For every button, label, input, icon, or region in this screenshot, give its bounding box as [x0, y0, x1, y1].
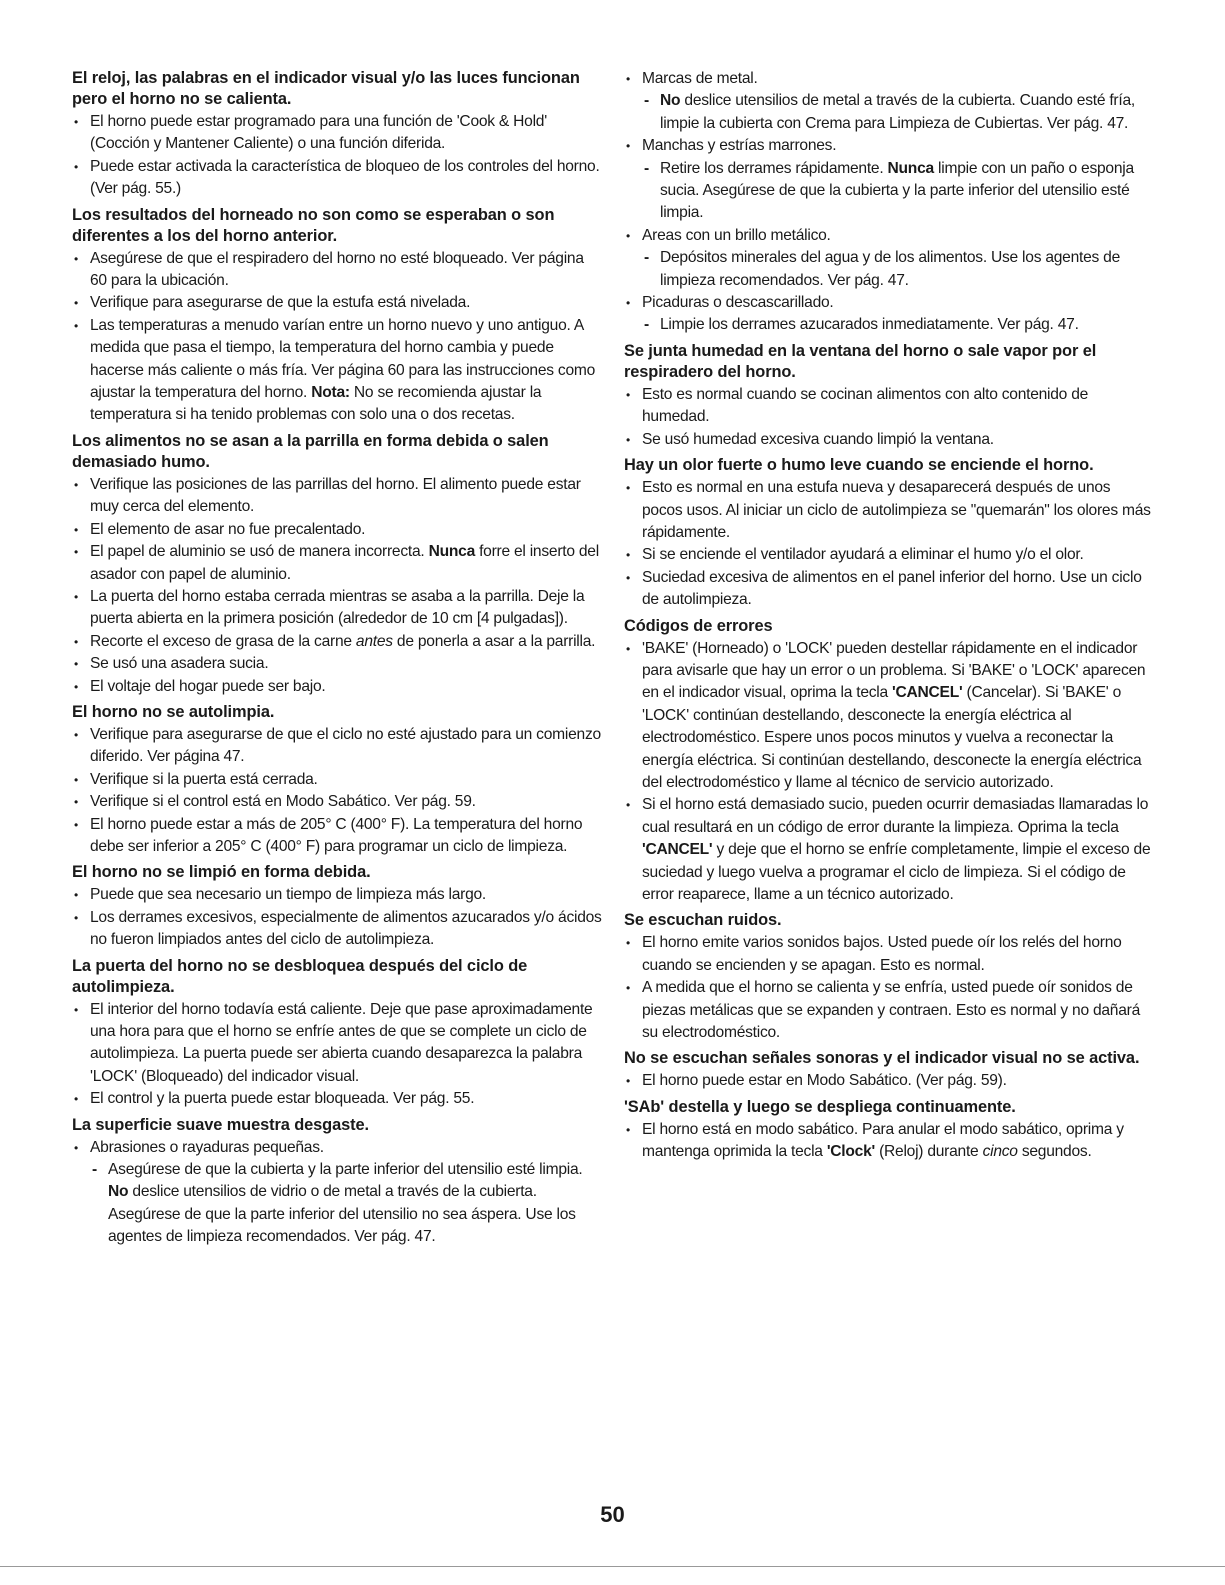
- list-item: • Manchas y estrías marrones.: [624, 135, 1154, 157]
- section-odor: [624, 455, 1154, 611]
- sub-list-item: [624, 90, 1154, 135]
- list-item: [624, 794, 1154, 906]
- list-item: • El horno emite varios sonidos bajos. Usted puede oír los relés del horno cuando se encienden y se apagan. Esto es normal.: [624, 932, 1154, 977]
- section-heading: Se junta humedad en la ventana del horno o sale vapor por el respiradero del horno.: [624, 341, 1097, 381]
- right-column: [624, 68, 1154, 1168]
- section-door-lock: [72, 956, 602, 1111]
- bullet-list: [624, 68, 1154, 337]
- section-heading: Hay un olor fuerte o humo leve cuando se enciende el horno.: [624, 456, 1094, 475]
- list-item: • Se usó humedad excesiva cuando limpió la ventana.: [624, 429, 1154, 451]
- key-label: 'CANCEL': [892, 684, 963, 702]
- list-item: • Si se enciende el ventilador ayudará a eliminar el humo y/o el olor.: [624, 544, 1154, 566]
- list-item-text: deslice utensilios de vidrio o de metal a través de la cubierta. Asegúrese de que la parte inferior del utensilio no sea áspera. Use los agentes de limpieza recomendados. Ver pág. 47.: [108, 1183, 576, 1246]
- sub-list-item: - Depósitos minerales del agua y de los alimentos. Use los agentes de limpieza recomendados. Ver pág. 47.: [624, 247, 1154, 292]
- section-heading: El horno no se limpió en forma debida.: [72, 863, 371, 882]
- list-item-text: Recorte el exceso de grasa de la carne: [90, 632, 352, 650]
- list-item-text: limpie con un paño o esponja sucia. Asegúrese de que la cubierta y la parte inferior del utensilio esté limpia.: [660, 159, 1134, 222]
- section-broiling: [72, 431, 602, 698]
- section-heading: Códigos de errores: [624, 616, 773, 635]
- list-item: • Verifique si la puerta está cerrada.: [72, 769, 602, 791]
- section-smooth-surface-continued: [624, 68, 1154, 337]
- list-item: • El voltaje del hogar puede ser bajo.: [72, 676, 602, 698]
- list-item: • Verifique si el control está en Modo Sabático. Ver pág. 59.: [72, 791, 602, 813]
- section-baking-results: [72, 205, 602, 427]
- bullet-list: [624, 932, 1154, 1044]
- section-heading: Se escuchan ruidos.: [624, 911, 782, 930]
- section-error-codes: [624, 616, 1154, 907]
- section-self-clean: [72, 702, 602, 858]
- bullet-list: [624, 638, 1154, 907]
- list-item-text: Retire los derrames rápidamente.: [660, 159, 884, 177]
- list-item-text: 'BAKE' (Horneado) o 'LOCK' pueden destellar rápidamente en el indicador para avisarle que hay un error o un problema. Si 'BAKE' o 'LOCK' aparecen en el indicador visual, oprima la tecla: [642, 639, 1146, 702]
- section-heading: La puerta del horno no se desbloquea después del ciclo de autolimpieza.: [72, 956, 528, 996]
- list-item: • El interior del horno todavía está caliente. Deje que pase aproximadamente una hora para que el horno se enfríe antes de que se complete un ciclo de autolimpieza. La puerta puede ser abierta cuando desaparezca la palabra 'LOCK' (Bloqueado) del indicador visual.: [72, 999, 602, 1089]
- italic-text: cinco: [982, 1143, 1018, 1161]
- key-label: 'CANCEL': [642, 841, 713, 859]
- sub-list-item: - Limpie los derrames azucarados inmediatamente. Ver pág. 47.: [624, 314, 1154, 336]
- emphasis-text: Nunca: [428, 543, 475, 561]
- section-noises: [624, 910, 1154, 1044]
- section-heading: 'SAb' destella y luego se despliega continuamente.: [624, 1097, 1016, 1116]
- list-item: • Verifique para asegurarse de que la estufa está nivelada.: [72, 292, 602, 314]
- list-item: [72, 315, 602, 427]
- section-heading: El reloj, las palabras en el indicador visual y/o las luces funcionan pero el horno no se calienta.: [72, 69, 580, 108]
- bullet-list: [72, 999, 602, 1111]
- list-item-text: (Cancelar). Si 'BAKE' o 'LOCK' continúan destellando, desconecte la energía eléctrica al electrodoméstico. Espere unos pocos minutos y vuelva a reconectar la energía eléctrica. Si continúan destellando, desconecte la energía eléctrica del electrodoméstico y llame al técnico de servicio autorizado.: [642, 684, 1142, 791]
- list-item-text: Asegúrese de que la cubierta y la parte inferior del utensilio esté limpia.: [108, 1161, 583, 1179]
- list-item: • El horno puede estar en Modo Sabático. (Ver pág. 59).: [624, 1070, 1154, 1092]
- sub-list-item: [72, 1159, 602, 1249]
- list-item: • El horno puede estar programado para una función de 'Cook & Hold' (Cocción y Mantener Caliente) o una función diferida.: [72, 111, 602, 156]
- bullet-list: [624, 477, 1154, 611]
- list-item: • Esto es normal en una estufa nueva y desaparecerá después de unos pocos usos. Al iniciar un ciclo de autolimpieza se "quemarán" los olores más rápidamente.: [624, 477, 1154, 544]
- bullet-list: [72, 724, 602, 858]
- section-smooth-surface: [72, 1115, 602, 1249]
- section-heading: El horno no se autolimpia.: [72, 702, 275, 721]
- list-item: • Picaduras o descascarillado.: [624, 292, 1154, 314]
- list-item: [624, 1119, 1154, 1164]
- list-item: • Marcas de metal.: [624, 68, 1154, 90]
- bullet-list: [72, 248, 602, 427]
- sub-list-item: [624, 158, 1154, 225]
- bottom-divider: [0, 1566, 1225, 1567]
- list-item-text: Si el horno está demasiado sucio, pueden ocurrir demasiadas llamaradas lo cual resultará en un código de error durante la limpieza. Oprima la tecla: [642, 796, 1149, 836]
- bullet-list: [624, 1119, 1154, 1164]
- list-item-text: segundos.: [1021, 1143, 1092, 1161]
- section-heading: No se escuchan señales sonoras y el indicador visual no se activa.: [624, 1049, 1140, 1068]
- emphasis-text: Nunca: [887, 159, 934, 177]
- section-no-beeps: [624, 1048, 1154, 1092]
- section-heading: Los alimentos no se asan a la parrilla en forma debida o salen demasiado humo.: [72, 431, 549, 471]
- bullet-list: [72, 884, 602, 951]
- list-item-text: El horno está en modo sabático. Para anular el modo sabático, oprima y mantenga oprimida la tecla: [642, 1120, 1124, 1161]
- emphasis-text: No: [660, 92, 681, 110]
- left-column: [72, 68, 602, 1253]
- list-item: • La puerta del horno estaba cerrada mientras se asaba a la parrilla. Deje la puerta abierta en la primera posición (alrededor de 10 cm [4 pulgadas]).: [72, 586, 602, 631]
- list-item-text: forre el inserto del asador con papel de aluminio.: [90, 543, 599, 583]
- list-item: • Se usó una asadera sucia.: [72, 653, 602, 675]
- emphasis-text: No: [108, 1183, 129, 1201]
- list-item-text: No se recomienda ajustar la temperatura si ha tenido problemas con solo una o dos recetas.: [90, 384, 542, 424]
- list-item: • El horno puede estar a más de 205° C (400° F). La temperatura del horno debe ser inferior a 205° C (400° F) para programar un ciclo de limpieza.: [72, 814, 602, 859]
- list-item: • Puede que sea necesario un tiempo de limpieza más largo.: [72, 884, 602, 906]
- page-number: 50: [600, 1502, 625, 1527]
- section-moisture: [624, 341, 1154, 451]
- list-item-text: (Reloj) durante: [879, 1143, 979, 1161]
- list-item: • Abrasiones o rayaduras pequeñas.: [72, 1137, 602, 1159]
- section-oven-not-heating: [72, 68, 602, 201]
- list-item: [72, 631, 602, 653]
- list-item-text: El papel de aluminio se usó de manera incorrecta.: [90, 543, 425, 561]
- list-item: • El elemento de asar no fue precalentado.: [72, 519, 602, 541]
- section-heading: La superficie suave muestra desgaste.: [72, 1115, 369, 1134]
- list-item: [624, 638, 1154, 795]
- bullet-list: [624, 384, 1154, 451]
- list-item: [72, 541, 602, 586]
- list-item: • El control y la puerta puede estar bloqueada. Ver pág. 55.: [72, 1088, 602, 1110]
- section-clean-not-proper: [72, 862, 602, 951]
- list-item: • Puede estar activada la característica de bloqueo de los controles del horno. (Ver pág. 55.): [72, 156, 602, 201]
- bullet-list: [72, 111, 602, 201]
- bullet-list: [72, 474, 602, 698]
- list-item: • Areas con un brillo metálico.: [624, 225, 1154, 247]
- bullet-list: [72, 1137, 602, 1249]
- list-item: • Los derrames excesivos, especialmente de alimentos azucarados y/o ácidos no fueron limpiados antes del ciclo de autolimpieza.: [72, 907, 602, 952]
- bullet-list: [624, 1070, 1154, 1092]
- list-item-text: de ponerla a asar a la parrilla.: [396, 632, 596, 650]
- key-label: 'Clock': [826, 1143, 875, 1161]
- section-heading: Los resultados del horneado no son como se esperaban o son diferentes a los del horno anterior.: [72, 205, 555, 245]
- list-item: • Asegúrese de que el respiradero del horno no esté bloqueado. Ver página 60 para la ubicación.: [72, 248, 602, 293]
- list-item-text: y deje que el horno se enfríe completamente, limpie el exceso de suciedad y luego vuelva a programar el ciclo de limpieza. Si el código de error reaparece, llame a un técnico autorizado.: [642, 841, 1151, 903]
- list-item: • Esto es normal cuando se cocinan alimentos con alto contenido de humedad.: [624, 384, 1154, 429]
- list-item-text: Las temperaturas a menudo varían entre un horno nuevo y uno antiguo. A medida que pasa el tiempo, la temperatura del horno cambia y puede hacerse más caliente o más fría. Ver página 60 para las instrucciones como ajustar la temperatura del horno.: [90, 316, 596, 402]
- list-item-text: deslice utensilios de metal a través de la cubierta. Cuando esté fría, limpie la cubierta con Crema para Limpieza de Cubiertas. Ver pág. 47.: [660, 92, 1135, 132]
- italic-text: antes: [355, 632, 393, 650]
- list-item: • Suciedad excesiva de alimentos en el panel inferior del horno. Use un ciclo de autolimpieza.: [624, 567, 1154, 612]
- list-item: • Verifique para asegurarse de que el ciclo no esté ajustado para un comienzo diferido. Ver página 47.: [72, 724, 602, 769]
- list-item: • Verifique las posiciones de las parrillas del horno. El alimento puede estar muy cerca del elemento.: [72, 474, 602, 519]
- section-sab: [624, 1097, 1154, 1164]
- list-item: • A medida que el horno se calienta y se enfría, usted puede oír sonidos de piezas metálicas que se expanden y contraen. Esto es normal y no dañará su electrodoméstico.: [624, 977, 1154, 1044]
- note-label: Nota:: [311, 384, 350, 402]
